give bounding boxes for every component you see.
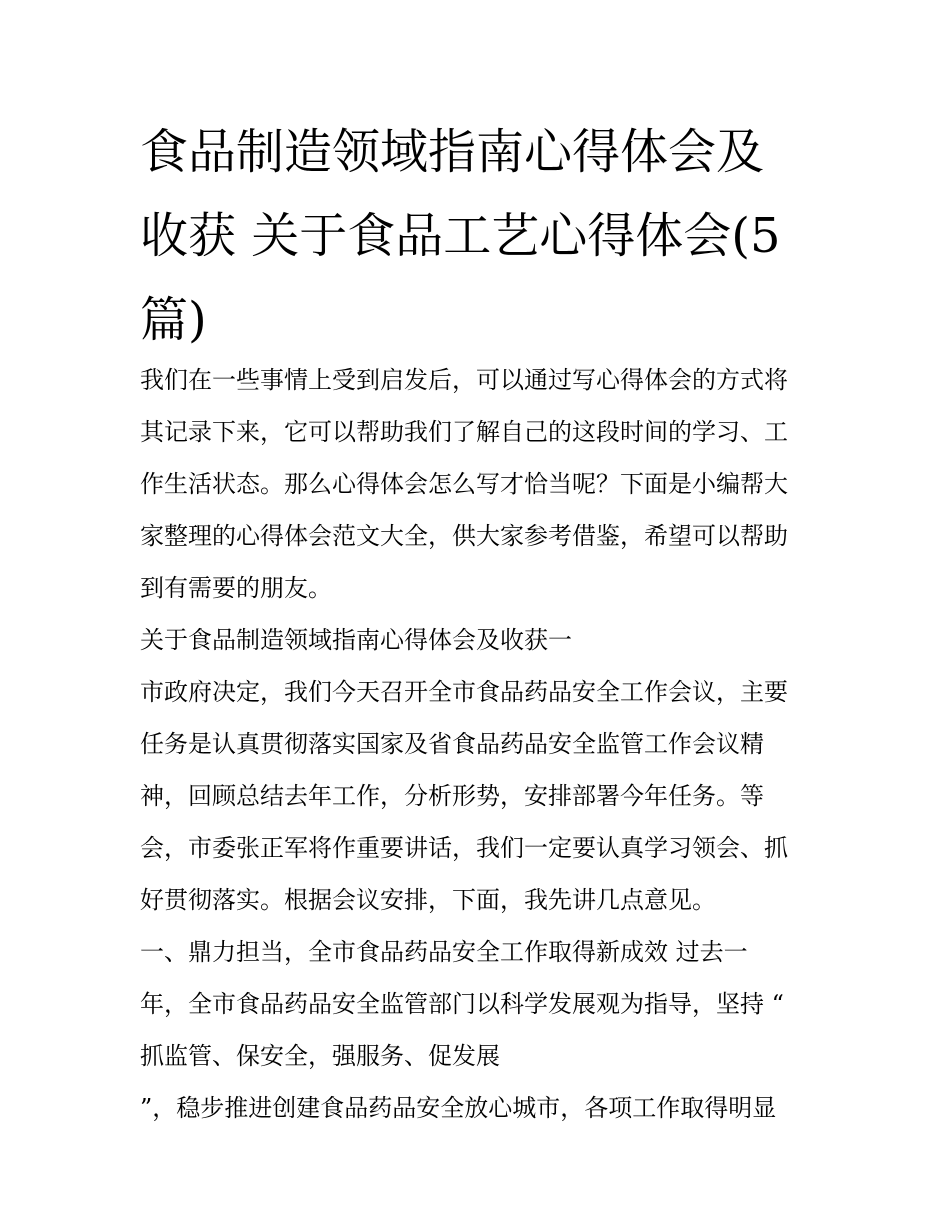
document-title bbox=[140, 110, 840, 362]
speech-line: 神，回顾总结去年工作，分析形势，安排部署今年任务。等 bbox=[140, 782, 764, 810]
speech-paragraph bbox=[140, 666, 820, 926]
intro-line: 其记录下来，它可以帮助我们了解自己的这段时间的学习、工 bbox=[140, 418, 788, 446]
point-line: ”，稳步推进创建食品药品安全放心城市，各项工作取得明显 bbox=[140, 1094, 777, 1122]
section-heading: 关于食品制造领域指南心得体会及收获一 bbox=[140, 626, 572, 654]
speech-line: 会，市委张正军将作重要讲话，我们一定要认真学习领会、抓 bbox=[140, 834, 788, 862]
intro-line: 我们在一些事情上受到启发后，可以通过写心得体会的方式将 bbox=[140, 366, 788, 394]
speech-line: 市政府决定，我们今天召开全市食品药品安全工作会议，主要 bbox=[140, 678, 788, 706]
point-line: 抓监管、保安全，强服务、促发展 bbox=[140, 1042, 500, 1070]
point-line: 一、鼎力担当，全市食品药品安全工作取得新成效 过去一 bbox=[140, 938, 748, 966]
point-paragraph bbox=[140, 926, 820, 1134]
speech-line: 好贯彻落实。根据会议安排，下面，我先讲几点意见。 bbox=[140, 886, 716, 914]
title-line-2: 收获 关于食品工艺心得体会(5 bbox=[140, 208, 781, 264]
document-body bbox=[140, 354, 820, 1134]
intro-line: 家整理的心得体会范文大全，供大家参考借鉴，希望可以帮助 bbox=[140, 522, 788, 550]
intro-line: 作生活状态。那么心得体会怎么写才恰当呢？下面是小编帮大 bbox=[140, 470, 788, 498]
title-line-1: 食品制造领域指南心得体会及 bbox=[140, 124, 765, 180]
point-line: 年，全市食品药品安全监管部门以科学发展观为指导，坚持 “ bbox=[140, 990, 784, 1018]
speech-line: 任务是认真贯彻落实国家及省食品药品安全监管工作会议精 bbox=[140, 730, 764, 758]
title-line-3: 篇) bbox=[140, 292, 207, 348]
intro-paragraph bbox=[140, 354, 820, 614]
intro-line: 到有需要的朋友。 bbox=[140, 574, 332, 602]
